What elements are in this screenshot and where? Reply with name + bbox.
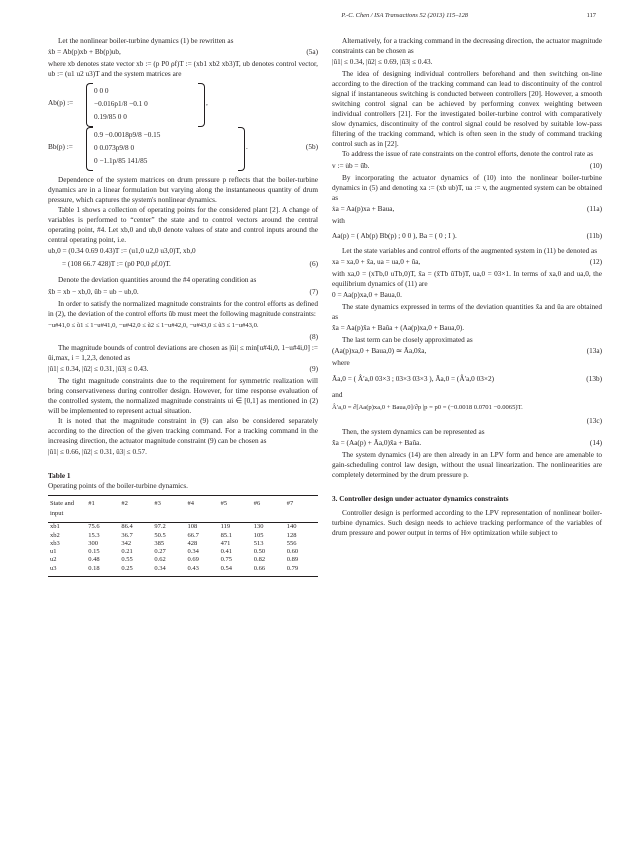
- matrix-row: 0 0.073p9/8 0: [94, 144, 135, 153]
- table-cell: 471: [220, 539, 231, 547]
- equation-10: [332, 160, 602, 173]
- matrix-b: [48, 127, 318, 171]
- paragraph: The tight magnitude constraints due to the requirement for symmetric realization will bring conservativeness during controller design. However, for time response evaluation of the controlled system, the normalized magnitude constraints ui ∈ [0,1] as mentioned in (2) will be implemented to represent actual situation.: [48, 376, 318, 415]
- table-cell: 0.54: [219, 565, 252, 577]
- table-cell: 513: [253, 539, 264, 547]
- matrix-row: 0.19/85 0 0: [94, 113, 127, 122]
- paragraph: The last term can be closely approximated as: [342, 335, 473, 344]
- paragraph: Table 1 shows a collection of operating points for the considered plant [2]. A change of variables is performed to “center” the state and to control vectors around the central operating point, #4. Let xb,0 and ub,0 denote values of state and control inputs around the central operating point, i.e.: [48, 206, 318, 245]
- row-label: u2: [50, 556, 57, 564]
- equation-6-line2: [48, 258, 318, 271]
- row-label: xb3: [50, 539, 60, 547]
- where-label: where: [332, 358, 350, 367]
- equation-body: |ũ1| ≤ 0.66, |ũ2| ≤ 0.31, ũ3| ≤ 0.57.: [48, 448, 147, 457]
- equation-body: |ũ1| ≤ 0.34, |ũ2| ≤ 0.31, |ũ3| ≤ 0.43.: [48, 364, 149, 373]
- with-label: with: [332, 216, 345, 225]
- table-cell: 0.89: [286, 556, 299, 564]
- column-header: #3: [154, 500, 161, 508]
- column-header: #7: [286, 500, 294, 508]
- equation-number: (11a): [586, 204, 602, 213]
- table-cell: 556: [286, 539, 297, 547]
- paragraph: Then, the system dynamics can be represented as: [342, 428, 485, 437]
- table-cell: 0.62: [154, 556, 166, 564]
- paragraph: Let the nonlinear boiler-turbine dynamics (1) be rewritten as: [58, 37, 234, 45]
- table-cell: 130: [253, 523, 264, 531]
- equation-body: v := u̇b = ũ̇b.: [332, 161, 370, 170]
- paragraph: By incorporating the actuator dynamics of (10) into the nonlinear boiler-turbine dynamics in (5) and denoting xa := (xb ub)T, ua := v, the augmented system can be obtained as: [332, 173, 602, 202]
- table-cell: 128: [286, 531, 297, 539]
- matrix-tail: ,: [206, 99, 208, 108]
- left-column: [48, 36, 318, 577]
- equation-7: [48, 286, 318, 299]
- equation-number: (14): [589, 439, 602, 448]
- table-cell: 0.66: [252, 565, 285, 577]
- left-bracket: [86, 127, 93, 171]
- equation-number: (13a): [586, 346, 602, 355]
- table-cell: 97.2: [154, 523, 166, 531]
- table-corner: State and input: [50, 500, 75, 518]
- matrix-label: Bb(p) :=: [48, 143, 73, 152]
- matrix-cells: [94, 129, 160, 168]
- equation-body: Â′a,0 = ∂[Aa(p)xa,0 + Baua,0]/∂p |p = p0 = (−0.0018 0.0701 −0.0065)T.: [332, 404, 523, 412]
- paragraph: The idea of designing individual controllers beforehand and then switching on-line according to the direction of the tracking command can lead to discontinuity of the control signal if instantaneous switching is conducted between controllers [20]. However, a smooth switching control signal can be achieved by performing convex weighting between individual controllers [21]. For the investigated boiler-turbine control with comparatively slow dynamics, discontinuity of the control signal could be resolved by suitable low-pass filtering of the tracking command, which is often seen in the study of command tracking control such as in [22].: [332, 70, 602, 149]
- table-cell: 0.27: [154, 548, 166, 556]
- equation-number: (5b): [305, 143, 318, 152]
- equation-number: (9): [309, 364, 318, 373]
- equation-decreasing: [332, 56, 602, 69]
- equation-body: x̃b = xb − xb,0, ũb = ub − ub,0.: [48, 287, 139, 296]
- table-cell: 0.55: [121, 556, 133, 564]
- right-bracket: [238, 127, 245, 171]
- table-cell: 0.18: [86, 565, 119, 577]
- equation-13b: [332, 368, 602, 390]
- equation-increasing: [48, 446, 318, 459]
- running-header: [0, 12, 638, 24]
- equation-deviation: [332, 322, 602, 335]
- paragraph: To address the issue of rate constraints on the control efforts, denote the control rate as: [342, 150, 594, 159]
- equation-number: (10): [589, 161, 602, 170]
- equation-number: (7): [309, 287, 318, 296]
- table-cell: 342: [121, 539, 132, 547]
- equation-8: [48, 319, 318, 332]
- table-header-row: [48, 496, 318, 523]
- table-row: [48, 523, 318, 532]
- column-header: #5: [220, 500, 228, 508]
- column-header: #4: [187, 500, 195, 508]
- paragraph: Let the state variables and control efforts of the augmented system in (11) be denoted as: [342, 246, 598, 255]
- paragraph: In order to satisfy the normalized magnitude constraints for the control efforts as defined in (2), the deviation of the control efforts ũb must meet the following magnitude constraints:: [48, 299, 318, 318]
- table-cell: 0.69: [187, 556, 199, 564]
- paragraph: Alternatively, for a tracking command in the decreasing direction, the actuator magnitude constraints can be chosen as: [332, 37, 602, 56]
- table-cell: 0.48: [88, 556, 100, 564]
- matrix-row: 0 0 0: [94, 87, 109, 96]
- table-cell: 0.34: [187, 548, 199, 556]
- equation-body: −u#41,0 ≤ ũ1 ≤ 1−u#41,0, −u#42,0 ≤ ũ2 ≤ 1−u#42,0, −u#43,0 ≤ ũ3 ≤ 1−u#43,0.: [48, 321, 259, 329]
- table-row: [48, 556, 318, 564]
- matrix-cells: [94, 85, 148, 124]
- matrix-row: −0.016p1/8 −0.1 0: [94, 100, 148, 109]
- table-cell: 428: [187, 539, 198, 547]
- equation-5a: [48, 46, 318, 59]
- table-cell: 0.50: [253, 548, 266, 556]
- equation-13a: [332, 345, 602, 358]
- table-cell: 75.6: [88, 523, 100, 531]
- equation-number: (13c): [586, 417, 602, 426]
- equation-11b: [332, 226, 602, 246]
- right-bracket: [198, 83, 205, 127]
- section-heading: 3. Controller design under actuator dynamics constraints: [332, 495, 509, 504]
- paragraph: It is noted that the magnitude constraint in (9) can also be considered separately according to the direction of the given tracking command. For a tracking command in the increasing direction, the actuator magnitude constraint (9) can be chosen as: [48, 416, 318, 445]
- matrix-label: Ab(p) :=: [48, 99, 74, 108]
- operating-points-table: [48, 495, 318, 577]
- equation-12: [332, 256, 602, 269]
- paragraph: The magnitude bounds of control deviations are chosen as |ũi| ≤ min[u#4i,0, 1−u#4i,0] := ũi,max, i = 1,2,3, denoted as: [48, 343, 318, 362]
- right-column: [332, 36, 602, 538]
- table-cell: 108: [187, 523, 198, 531]
- table-cell: 0.79: [285, 565, 318, 577]
- equation-9: [48, 363, 318, 376]
- equation-number: (13b): [586, 375, 602, 384]
- row-label: u3: [48, 565, 86, 577]
- equation-body: 0 = Aa(p)xa,0 + Baua,0.: [332, 290, 402, 299]
- paragraph: where xb denotes state vector xb := (p P0 ρf)T := (xb1 xb2 xb3)T, ub denotes control vector, ub := (u1 u2 u3)T and the system matrices are: [48, 60, 318, 79]
- equation-body: = (108 66.7 428)T := (p0 P0,0 ρf,0)T.: [62, 260, 171, 269]
- equation-6-line1: [48, 245, 318, 258]
- paragraph: Dependence of the system matrices on drum pressure p reflects that the boiler-turbine dynamics are in a linear formulation but varying along the instantaneous quantity of drum pressure, which captures the system's nonlinear dynamics.: [48, 176, 318, 205]
- matrix-tail: .: [246, 143, 248, 152]
- equation-number: (5a): [306, 48, 318, 57]
- equation-body: Aa(p) = ( Ab(p) Bb(p) ; 0 0 ), Ba = ( 0 ; I ).: [332, 231, 457, 240]
- equation-body: ẋb = Ab(p)xb + Bb(p)ub,: [48, 48, 121, 57]
- table-cell: 300: [88, 539, 98, 547]
- table-cell: 50.5: [154, 531, 166, 539]
- matrix-a: [48, 83, 318, 127]
- table-cell: 0.60: [286, 548, 299, 556]
- and-label: and: [332, 391, 343, 400]
- table-cell: 0.82: [253, 556, 266, 564]
- equation-number: (6): [309, 260, 318, 269]
- table-cell: 85.1: [220, 531, 232, 539]
- matrix-row: 0 −1.1p/85 141/85: [94, 157, 148, 166]
- table-cell: 0.43: [186, 565, 219, 577]
- equation-body: (Aa(p)xa,0 + Baua,0) ≃ Ãa,0x̃a,: [332, 346, 427, 355]
- equation-body: ub,0 = (0.34 0.69 0.43)T := (u1,0 u2,0 u3,0)T, xb,0: [48, 247, 196, 256]
- left-bracket: [86, 83, 93, 127]
- table-cell: 0.34: [152, 565, 185, 577]
- table-cell: 0.15: [88, 548, 100, 556]
- equation-body: Ãa,0 = ( Â′a,0 03×3 ; 03×3 03×3 ), Ãa,0 = (Â′a,0 03×2): [332, 375, 495, 384]
- table-cell: 0.75: [220, 556, 232, 564]
- matrix-row: 0.9 −0.0018p9/8 −0.15: [94, 131, 161, 140]
- equation-body: |ũ1| ≤ 0.34, |ũ2| ≤ 0.69, |ũ3| ≤ 0.43.: [332, 58, 433, 67]
- equation-body: ẋa = Aa(p)xa + Baua,: [332, 204, 395, 213]
- column-header: #2: [121, 500, 128, 508]
- column-header: #1: [88, 500, 95, 508]
- table-cell: 385: [154, 539, 165, 547]
- table-cell: 36.7: [121, 531, 133, 539]
- equation-body: x̃̇a = Aa(p)x̃a + Baũa + (Aa(p)xa,0 + Baua,0).: [332, 323, 465, 332]
- equation-body: xa = xa,0 + x̃a, ua = ua,0 + ũa,: [332, 257, 421, 266]
- equation-11a: [332, 203, 602, 216]
- table-cell: 140: [286, 523, 297, 531]
- paragraph: with xa,0 = (xTb,0 uTb,0)T, x̃a = (x̃Tb ũTb)T, ua,0 = 03×1. In terms of xa,0 and ua,0, the equilibrium dynamics of (11) are: [332, 269, 602, 288]
- paragraph: The state dynamics expressed in terms of the deviation quantities x̃a and ũa are obtained as: [332, 302, 602, 321]
- table-row: [48, 540, 318, 548]
- table-row: [48, 548, 318, 556]
- table-cell: 0.41: [220, 548, 232, 556]
- paragraph: Denote the deviation quantities around the #4 operating condition as: [58, 276, 257, 285]
- equation-number: (12): [589, 257, 602, 266]
- row-label: xb1: [50, 523, 60, 531]
- table-cell: 119: [220, 523, 231, 531]
- table-cell: 86.4: [121, 523, 133, 531]
- table-cell: 66.7: [187, 531, 199, 539]
- table-body: [48, 523, 318, 577]
- table-caption: Operating points of the boiler-turbine dynamics.: [48, 482, 188, 491]
- row-label: u1: [50, 548, 57, 556]
- page-number: 117: [586, 12, 596, 19]
- table-title: Table 1: [48, 472, 71, 481]
- equation-number: (11b): [586, 231, 602, 240]
- row-label: xb2: [50, 531, 60, 539]
- equation-13c: [332, 400, 602, 416]
- table-row: [48, 532, 318, 540]
- equation-equilibrium: [332, 289, 602, 302]
- column-header: #6: [253, 500, 261, 508]
- equation-body: x̃̇a = (Aa(p) + Ãa,0)x̃a + Baũa.: [332, 439, 422, 448]
- table-cell: 0.21: [121, 548, 133, 556]
- running-head: P.-C. Chen / ISA Transactions 52 (2013) 115–128: [341, 12, 468, 19]
- table-row: [48, 565, 318, 577]
- paragraph: The system dynamics (14) are then already in an LPV form and hence are amenable to gain-scheduling control law design, without the usual linearization. The nonlinearities are completely determined by the drum pressure p.: [332, 451, 602, 480]
- paragraph: Controller design is performed according to the LPV representation of nonlinear boiler-turbine dynamics. Such design needs to achieve tracking performance of the variables of drum pressure and power output in terms of H∞ optimization while subject to: [332, 509, 602, 538]
- equation-14: [332, 437, 602, 450]
- equation-number: (8): [309, 332, 318, 341]
- table-cell: 15.3: [88, 531, 100, 539]
- table-cell: 0.25: [119, 565, 152, 577]
- table-cell: 105: [253, 531, 264, 539]
